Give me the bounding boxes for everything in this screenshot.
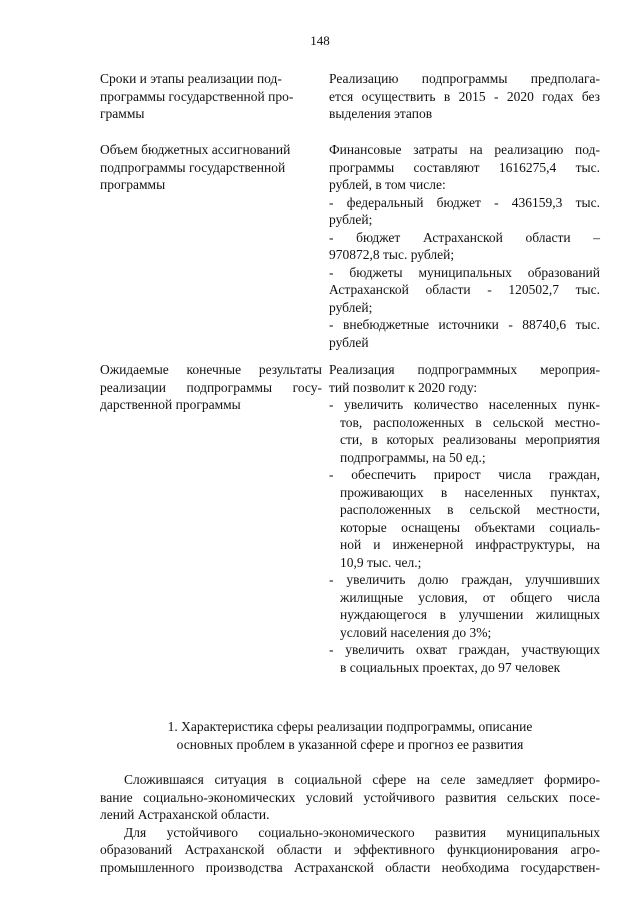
value-line: которые оснащены объектами социаль- [340,519,600,535]
value-line: программы составляют 1616275,4 тыс. [329,159,600,175]
paragraph-line: Для устойчивого социально-экономического развития муниципальных [124,824,600,840]
row-label [100,70,322,123]
value-line: - бюджеты муниципальных образований [329,264,600,280]
label-line: дарственной программы [100,397,241,412]
paragraph [100,824,600,877]
value-line: Реализацию подпрограммы предполага- [329,71,600,86]
value-line: подпрограммы, на 50 ед.; [340,449,486,465]
value-line: выделения этапов [329,106,433,121]
value-line: ной и инженерной инфраструктуры, на [340,537,600,552]
value-line: рублей [329,334,369,350]
label-line: Сроки и этапы реализации под- [100,71,282,86]
value-line: - внебюджетные источники - 88740,6 тыс. [329,317,600,332]
value-line: ется осуществить в 2015 - 2020 годах без [329,88,600,104]
paragraph-line: Сложившаяся ситуация в социальной сфере на селе замедляет формиро- [124,772,600,787]
value-line: - бюджет Астраханской области – [329,229,600,245]
value-line: сти, в которых реализованы мероприятия [340,432,600,447]
value-line: Астраханской области - 120502,7 тыс. [329,282,600,297]
value-line: Реализация подпрограммных мероприя- [329,362,600,377]
value-line: условий населения до 3%; [340,624,492,640]
paragraph-line: лений Астраханской области. [100,807,270,822]
paragraph-line: вание социально-экономических условий устойчивого развития сельских посе- [100,789,600,805]
label-line: Ожидаемые конечные результаты [100,362,322,377]
paragraph-line: промышленного производства Астраханской области необходима государствен- [100,859,600,875]
label-line: реализации подпрограммы госу- [100,379,322,395]
heading-line: 1. Характеристика сферы реализации подпрограммы, описание [167,719,533,734]
value-line: рублей, в том числе: [329,177,446,192]
value-line: - увеличить долю граждан, улучшивших [329,572,600,587]
value-line: - федеральный бюджет - 436159,3 тыс. [329,194,600,210]
row-label [100,361,322,414]
row-value [329,141,600,351]
value-line: рублей; [329,299,373,315]
value-line: 970872,8 тыс. рублей; [329,247,455,262]
row-label [100,141,322,194]
row-value [329,70,600,123]
body-text [100,771,600,876]
value-line: расположенных в сельской местности, [340,502,600,517]
label-line: подпрограммы государственной [100,159,286,175]
page-number: 148 [310,33,330,48]
row-value [329,361,600,676]
value-line: жилищные условия, от общего числа [340,589,600,605]
value-line: проживающих в населенных пунктах, [340,484,600,500]
label-line: программы государственной про- [100,88,294,104]
value-line: Финансовые затраты на реализацию под- [329,142,600,157]
label-line: Объем бюджетных ассигнований [100,142,291,157]
value-line: - обеспечить прирост числа граждан, [329,467,600,482]
value-line: тов, расположенных в сельской местно- [340,414,600,430]
value-line: в социальных проектах, до 97 человек [340,659,561,675]
label-line: программы [100,177,166,192]
value-line: нуждающегося в улучшении жилищных [340,607,600,622]
paragraph [100,771,600,824]
value-line: рублей; [329,212,373,227]
heading-line: основных проблем в указанной сфере и прогноз ее развития [176,736,524,752]
value-line: тий позволит к 2020 году: [329,379,478,395]
value-line: 10,9 тыс. чел.; [340,554,422,570]
section-heading [100,718,600,753]
paragraph-line: образований Астраханской области и эффективного функционирования агро- [100,842,600,857]
value-line: - увеличить количество населенных пунк- [329,397,600,412]
value-line: - увеличить охват граждан, участвующих [329,642,600,657]
label-line: граммы [100,106,145,121]
